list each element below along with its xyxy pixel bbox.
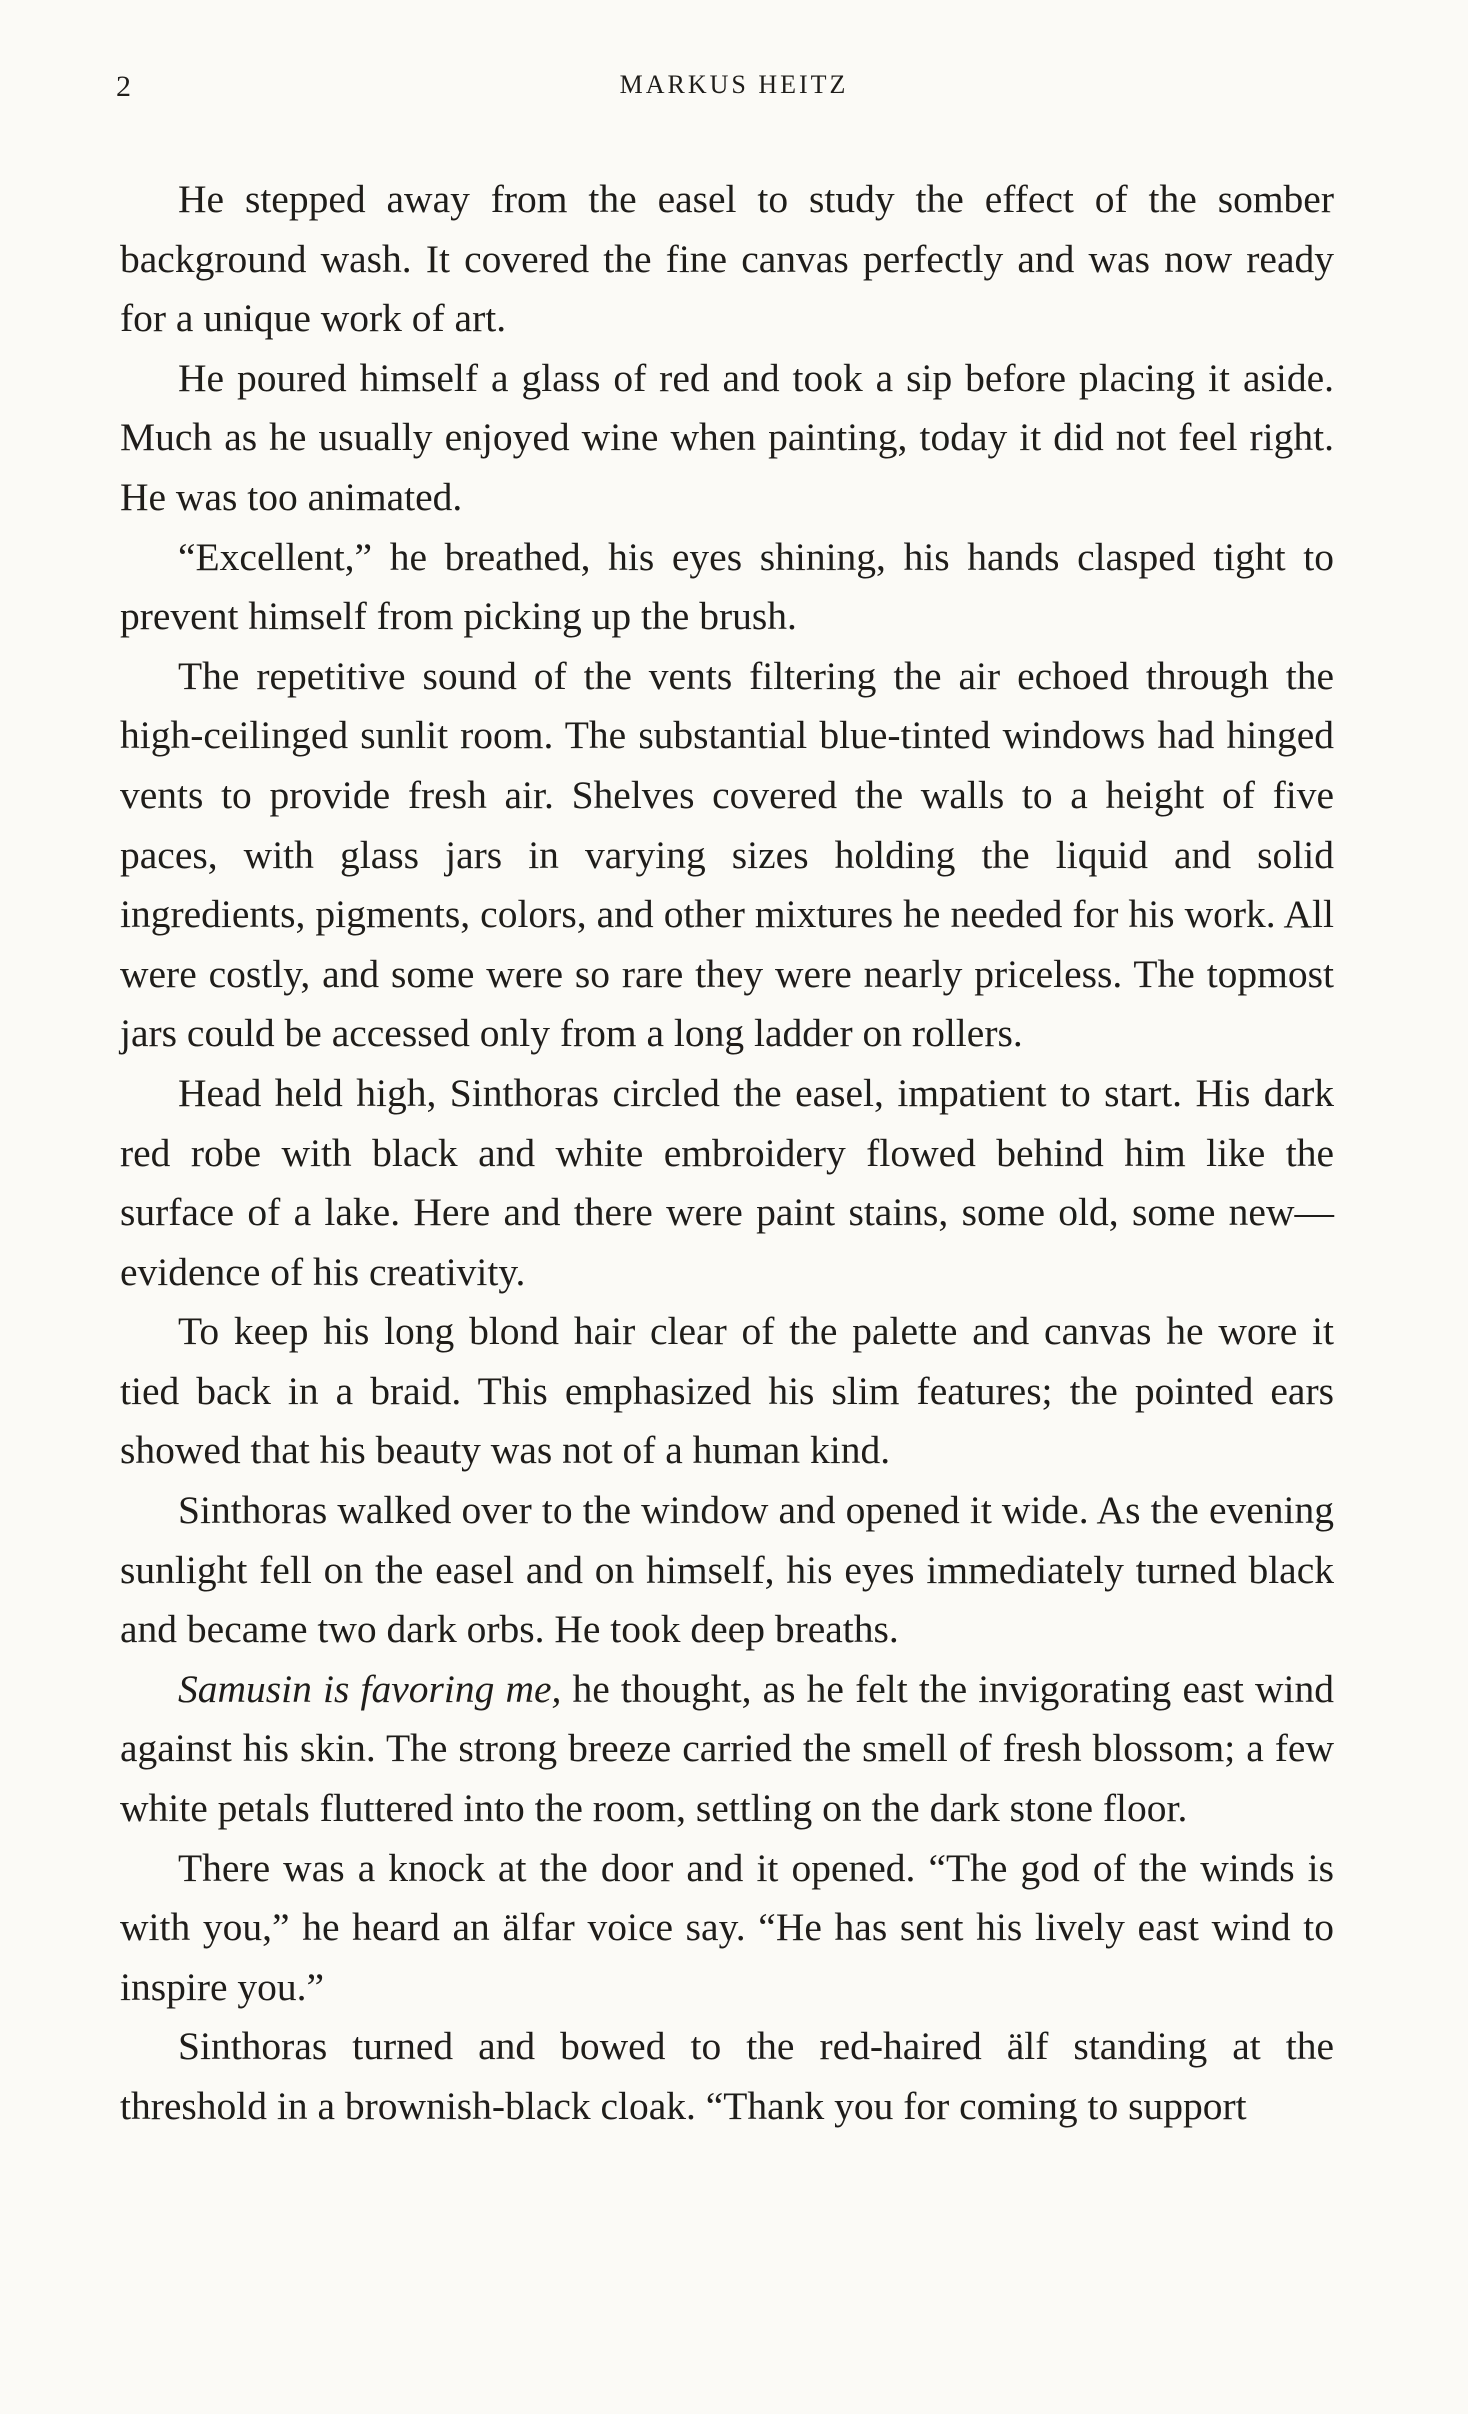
italic-thought: Samusin is favoring me, [178, 1666, 562, 1711]
paragraph: He poured himself a glass of red and took a sip before placing it aside. Much as he usually enjoyed wine when painting, today it did not feel right. He was too animated. [120, 355, 1334, 519]
paragraph: There was a knock at the door and it opened. “The god of the winds is with you,” he heard an älfar voice say. “He has sent his lively east wind to inspire you.” [120, 1845, 1334, 2009]
body-text [120, 170, 1334, 2137]
paragraph: The repetitive sound of the vents filtering the air echoed through the high-ceilinged sunlit room. The substantial blue-tinted windows had hinged vents to provide fresh air. Shelves covered the walls to a height of five paces, with glass jars in varying sizes holding the liquid and solid ingredients, pigments, colors, and other mixtures he needed for his work. All were costly, and some were so rare they were nearly priceless. The topmost jars could be accessed only from a long ladder on rollers. [120, 653, 1334, 1056]
paragraph: Sinthoras turned and bowed to the red-haired älf standing at the threshold in a brownish-black cloak. “Thank you for coming to support [120, 2024, 1334, 2128]
paragraph: He stepped away from the easel to study the effect of the somber background wash. It covered the fine canvas perfectly and was now ready for a unique work of art. [120, 177, 1334, 341]
paragraph: Sinthoras walked over to the window and opened it wide. As the evening sunlight fell on the easel and on himself, his eyes immediately turned black and became two dark orbs. He took deep breaths. [120, 1488, 1334, 1652]
paragraph [120, 1660, 1334, 1839]
paragraph: Head held high, Sinthoras circled the easel, impatient to start. His dark red robe with black and white embroidery flowed behind him like the surface of a lake. Here and there were paint stains, some old, some new—evidence of his creativity. [120, 1070, 1334, 1294]
page-number: 2 [116, 70, 132, 103]
paragraph: To keep his long blond hair clear of the palette and canvas he wore it tied back in a braid. This emphasized his slim features; the pointed ears showed that his beauty was not of a human kind. [120, 1309, 1334, 1473]
paragraph-text: he thought, as he felt the invigorating east wind against his skin. The strong breeze carried the smell of fresh blossom; a few white petals fluttered into the room, settling on the dark stone floor. [120, 1666, 1334, 1831]
paragraph: “Excellent,” he breathed, his eyes shining, his hands clasped tight to prevent himself from picking up the brush. [120, 534, 1334, 639]
running-head: MARKUS HEITZ [619, 70, 849, 99]
